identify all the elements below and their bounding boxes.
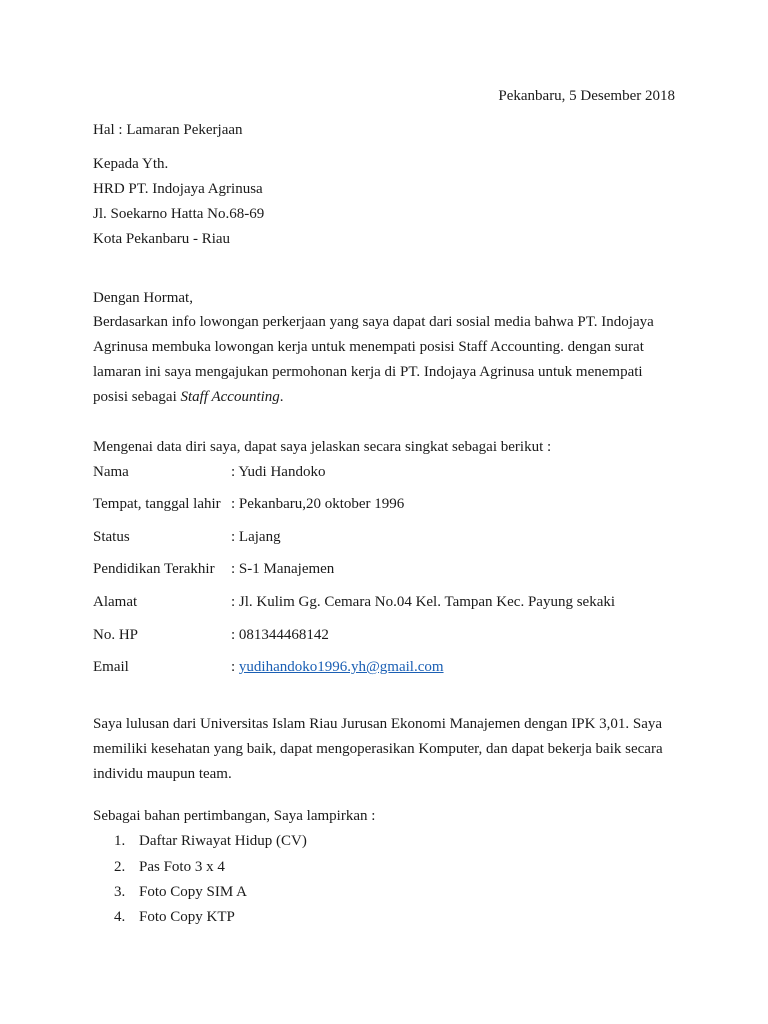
email-label: Email <box>93 659 129 675</box>
salutation: Dengan Hormat, <box>93 290 193 306</box>
email-link[interactable]: yudihandoko1996.yh@gmail.com <box>238 659 444 675</box>
attachment-number: 1. <box>114 833 126 849</box>
qualification-line-3: individu maupun team. <box>93 766 232 782</box>
personal-intro: Mengenai data diri saya, dapat saya jelaskan secara singkat sebagai berikut : <box>93 439 552 455</box>
nama-label: Nama <box>93 464 129 480</box>
position-name: Staff Accounting <box>180 389 280 405</box>
email-row <box>231 657 444 677</box>
letter-date: Pekanbaru, 5 Desember 2018 <box>498 88 675 104</box>
recipient-street: Jl. Soekarno Hatta No.68-69 <box>93 206 265 222</box>
attachment-item: Foto Copy SIM A <box>139 884 247 900</box>
recipient-company: HRD PT. Indojaya Agrinusa <box>93 181 263 197</box>
intro-line-4-prefix: posisi sebagai <box>93 389 181 405</box>
intro-line-3: lamaran ini saya mengajukan permohonan kerja di PT. Indojaya Agrinusa untuk menempati <box>93 364 643 380</box>
attachment-item: Daftar Riwayat Hidup (CV) <box>139 833 307 849</box>
pendidikan-label: Pendidikan Terakhir <box>93 561 215 577</box>
email-colon: : <box>231 659 239 675</box>
recipient-greeting: Kepada Yth. <box>93 156 169 172</box>
status-label: Status <box>93 529 130 545</box>
nama-value: : Yudi Handoko <box>231 464 326 480</box>
hp-value: : 081344468142 <box>231 627 329 643</box>
alamat-label: Alamat <box>93 594 138 610</box>
letter-subject: Hal : Lamaran Pekerjaan <box>93 122 243 138</box>
qualification-line-2: memiliki kesehatan yang baik, dapat mengoperasikan Komputer, dan dapat bekerja baik secara <box>93 741 663 757</box>
attachment-number: 4. <box>114 909 126 925</box>
intro-line-4-suffix: . <box>279 389 284 405</box>
attachment-number: 2. <box>114 859 126 875</box>
attachment-item: Foto Copy KTP <box>139 909 235 925</box>
intro-line-1: Berdasarkan info lowongan perkerjaan yang saya dapat dari sosial media bahwa PT. Indojaya <box>93 314 654 330</box>
recipient-city: Kota Pekanbaru - Riau <box>93 231 231 247</box>
attachment-number: 3. <box>114 884 126 900</box>
hp-label: No. HP <box>93 627 139 643</box>
qualification-line-1: Saya lulusan dari Universitas Islam Riau Jurusan Ekonomi Manajemen dengan IPK 3,01. Saya <box>93 716 663 732</box>
status-value: : Lajang <box>231 529 281 545</box>
intro-line-4 <box>93 387 284 407</box>
alamat-value: : Jl. Kulim Gg. Cemara No.04 Kel. Tampan Kec. Payung sekaki <box>231 594 616 610</box>
ttl-label: Tempat, tanggal lahir <box>93 496 221 512</box>
pendidikan-value: : S-1 Manajemen <box>231 561 335 577</box>
ttl-value: : Pekanbaru,20 oktober 1996 <box>231 496 405 512</box>
intro-line-2: Agrinusa membuka lowongan kerja untuk menempati posisi Staff Accounting. dengan surat <box>93 339 644 355</box>
attachments-intro: Sebagai bahan pertimbangan, Saya lampirkan : <box>93 808 376 824</box>
attachment-item: Pas Foto 3 x 4 <box>139 859 225 875</box>
